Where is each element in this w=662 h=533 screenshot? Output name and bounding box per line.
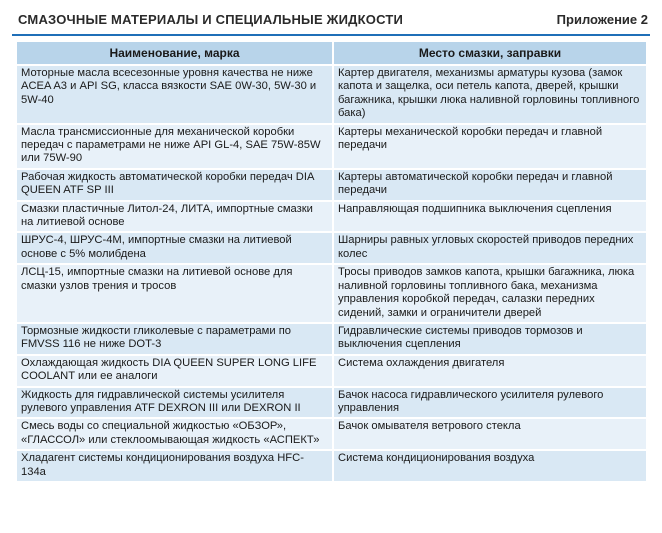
table-row	[17, 125, 646, 168]
lubricants-table	[15, 40, 648, 483]
cell-name: Моторные масла всесезонные уровня качества не ниже ACEA A3 и API SG, класса вязкости SAE 0W-30, 5W-30 и 5W-40	[17, 66, 332, 123]
cell-place: Система охлаждения двигателя	[334, 356, 646, 386]
column-header-name: Наименование, марка	[17, 42, 332, 64]
cell-place: Шарниры равных угловых скоростей приводов передних колес	[334, 233, 646, 263]
table-row	[17, 451, 646, 481]
table-row	[17, 233, 646, 263]
column-header-place: Место смазки, заправки	[334, 42, 646, 64]
table-row	[17, 419, 646, 449]
cell-name: Жидкость для гидравлической системы усилителя рулевого управления ATF DEXRON III или DEXRON II	[17, 388, 332, 418]
cell-name: Рабочая жидкость автоматической коробки передач DIA QUEEN ATF SP III	[17, 170, 332, 200]
cell-name: Смесь воды со специальной жидкостью «ОБЗОР», «ГЛАССОЛ» или стеклоомывающая жидкость «АСПЕКТ»	[17, 419, 332, 449]
cell-name: ЛСЦ-15, импортные смазки на литиевой основе для смазки узлов трения и тросов	[17, 265, 332, 322]
cell-place: Система кондиционирования воздуха	[334, 451, 646, 481]
cell-name: Тормозные жидкости гликолевые с параметрами по FMVSS 116 не ниже DOT-3	[17, 324, 332, 354]
cell-place: Картеры механической коробки передач и главной передачи	[334, 125, 646, 168]
appendix-label: Приложение 2	[556, 11, 648, 27]
cell-place: Картер двигателя, механизмы арматуры кузова (замок капота и защелка, оси петель капота, дверей, крышки багажника, крышки люка наливной горловины топливного бака)	[334, 66, 646, 123]
table-row	[17, 66, 646, 123]
table-row	[17, 202, 646, 232]
table-header-row	[17, 42, 646, 64]
cell-place: Бачок насоса гидравлического усилителя рулевого управления	[334, 388, 646, 418]
cell-name: Охлаждающая жидкость DIA QUEEN SUPER LONG LIFE COOLANT или ее аналоги	[17, 356, 332, 386]
cell-name: ШРУС-4, ШРУС-4М, импортные смазки на литиевой основе с 5% молибдена	[17, 233, 332, 263]
table-row	[17, 265, 646, 322]
cell-name: Смазки пластичные Литол-24, ЛИТА, импортные смазки на литиевой основе	[17, 202, 332, 232]
cell-place: Бачок омывателя ветрового стекла	[334, 419, 646, 449]
cell-place: Картеры автоматической коробки передач и главной передачи	[334, 170, 646, 200]
table-row	[17, 324, 646, 354]
cell-place: Тросы приводов замков капота, крышки багажника, люка наливной горловины топливного бака, механизма управления коробкой передач, салазки передних сидений, замки и ограничители дверей	[334, 265, 646, 322]
table-row	[17, 356, 646, 386]
page-title: СМАЗОЧНЫЕ МАТЕРИАЛЫ И СПЕЦИАЛЬНЫЕ ЖИДКОСТИ	[18, 11, 404, 27]
table-row	[17, 170, 646, 200]
cell-name: Масла трансмиссионные для механической коробки передач с параметрами не ниже API GL-4, SAE 75W-85W или 75W-90	[17, 125, 332, 168]
table-row	[17, 388, 646, 418]
header-divider	[12, 34, 650, 36]
cell-place: Направляющая подшипника выключения сцепления	[334, 202, 646, 232]
page-header	[18, 8, 648, 30]
cell-name: Хладагент системы кондиционирования воздуха HFC-134a	[17, 451, 332, 481]
cell-place: Гидравлические системы приводов тормозов и выключения сцепления	[334, 324, 646, 354]
